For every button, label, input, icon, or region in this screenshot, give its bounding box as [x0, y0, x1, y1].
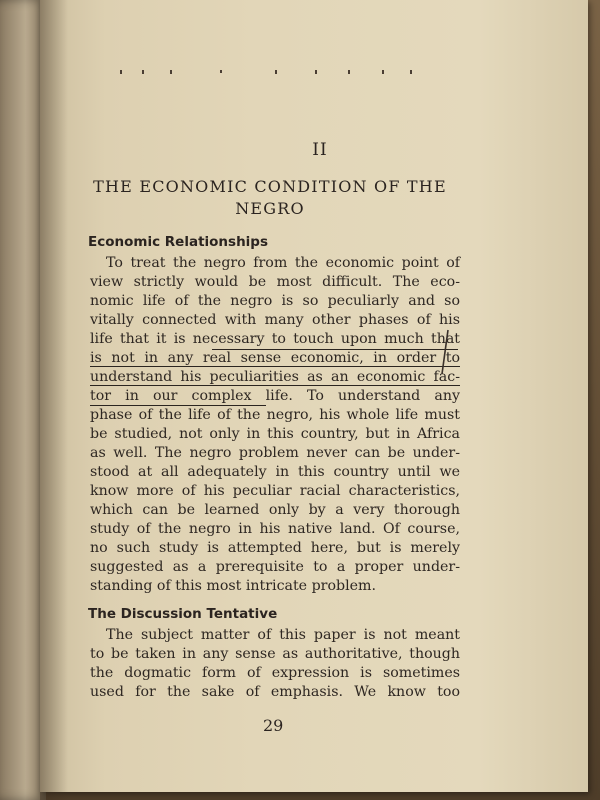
- section-heading-discussion-tentative: The Discussion Tentative: [88, 606, 278, 622]
- pencil-underline: [212, 349, 458, 350]
- chapter-title: [60, 176, 480, 220]
- chapter-title-line-1: THE ECONOMIC CONDITION OF THE: [93, 177, 447, 196]
- chapter-number: II: [312, 140, 328, 160]
- body-line: the dogmatic form of expression is sometimes: [90, 665, 460, 681]
- body-line: suggested as a prerequisite to a proper under-: [90, 559, 460, 575]
- gutter-shadow: [40, 0, 68, 800]
- underlined-body-line: is not in any real sense economic, in order to: [90, 350, 460, 366]
- pencil-underline: [90, 405, 266, 406]
- body-line: used for the sake of emphasis. We know too: [90, 684, 460, 700]
- body-line: which can be learned only by a very thorough: [90, 502, 460, 518]
- body-line: To treat the negro from the economic point of: [106, 255, 460, 271]
- body-line: stood at all adequately in this country until we: [90, 464, 460, 480]
- body-line: nomic life of the negro is so peculiarly and so: [90, 293, 460, 309]
- body-line: be studied, not only in this country, but in Africa: [90, 426, 460, 442]
- body-line: view strictly would be most difficult. The eco-: [90, 274, 460, 290]
- body-line: no such study is attempted here, but is merely: [90, 540, 460, 556]
- margin-pencil-mark-icon: [438, 328, 452, 378]
- body-line: study of the negro in his native land. Of course,: [90, 521, 460, 537]
- section-heading-economic-relationships: Economic Relationships: [88, 234, 269, 250]
- body-line: life that it is necessary to touch upon much that: [90, 331, 460, 347]
- body-line: standing of this most intricate problem.: [90, 578, 376, 594]
- body-line: to be taken in any sense as authoritative, though: [90, 646, 460, 662]
- underlined-body-line: understand his peculiarities as an economic fac-: [90, 369, 460, 385]
- page-number: 29: [263, 716, 284, 735]
- body-line: know more of his peculiar racial characteristics,: [90, 483, 460, 499]
- chapter-title-line-2: NEGRO: [235, 199, 305, 218]
- body-line: tor in our complex life. To understand any: [90, 388, 460, 404]
- paper-specks: [110, 64, 440, 78]
- body-line: vitally connected with many other phases of his: [90, 312, 460, 328]
- body-line: as well. The negro problem never can be under-: [90, 445, 460, 461]
- body-line: phase of the life of the negro, his whole life must: [90, 407, 460, 423]
- body-line: The subject matter of this paper is not meant: [106, 627, 460, 643]
